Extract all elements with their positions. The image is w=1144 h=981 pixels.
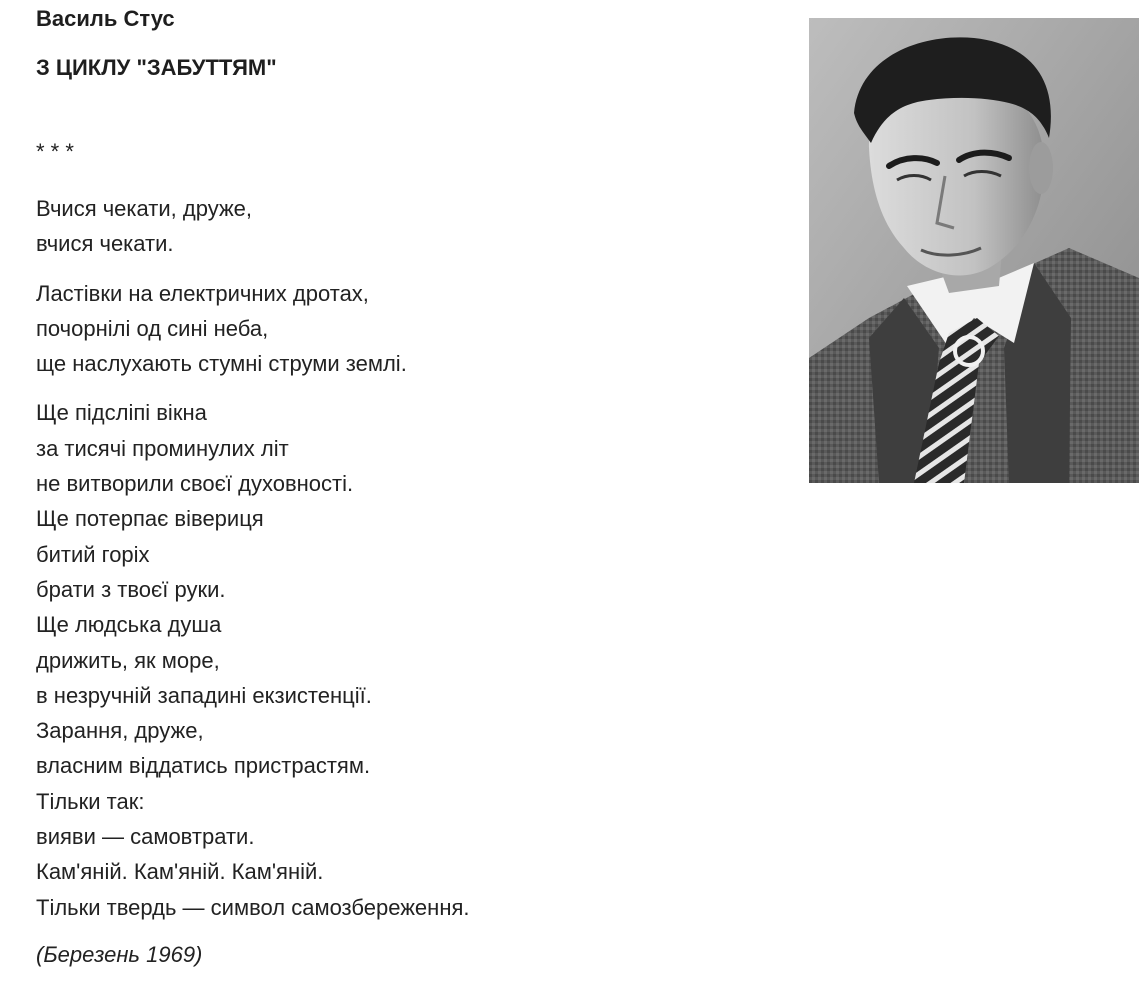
- stanza-2: [36, 276, 776, 382]
- poem-content: [36, 0, 776, 970]
- poem-line: Тільки твердь — символ самозбереження.: [36, 894, 470, 920]
- poem-line: Вчися чекати, друже,: [36, 196, 253, 221]
- author-name: Василь Стус: [36, 6, 175, 31]
- poem-line: не витворили своєї духовності.: [36, 471, 354, 497]
- poem-line: брати з твоєї руки.: [36, 576, 226, 602]
- stanza-1: [36, 191, 776, 262]
- portrait-photo: [809, 18, 1139, 483]
- poem-line: Зарання, друже,: [36, 718, 204, 744]
- poem-line: Ще потерпає вівериця: [36, 506, 264, 532]
- poem-date: (Березень 1969): [36, 941, 203, 967]
- section-separator: * * *: [36, 139, 74, 164]
- poem-line: Ще підсліпі вікна: [36, 400, 207, 426]
- cycle-title: З ЦИКЛУ "ЗАБУТТЯМ": [36, 55, 277, 80]
- stanza-3: [36, 395, 776, 924]
- poem-line: власним віддатись пристрастям.: [36, 753, 371, 779]
- poem-line: Ще людська душа: [36, 612, 222, 638]
- poem-line: почорнілі од сині неба,: [36, 315, 269, 341]
- poem-line: Ластівки на електричних дротах,: [36, 280, 369, 306]
- poem-line: вчися чекати.: [36, 231, 174, 257]
- poem-line: Тільки так:: [36, 788, 145, 814]
- portrait-photo-icon: [809, 18, 1139, 483]
- poem-line: вияви — самовтрати.: [36, 824, 255, 850]
- poem-line: Кам'яній. Кам'яній. Кам'яній.: [36, 859, 324, 885]
- poem-line: за тисячі проминулих літ: [36, 435, 289, 461]
- poem-line: битий горіх: [36, 541, 150, 567]
- poem-line: ще наслухають стумні струми землі.: [36, 351, 407, 377]
- poem-line: дрижить, як море,: [36, 647, 220, 673]
- poem-line: в незручній западині екзистенції.: [36, 682, 372, 708]
